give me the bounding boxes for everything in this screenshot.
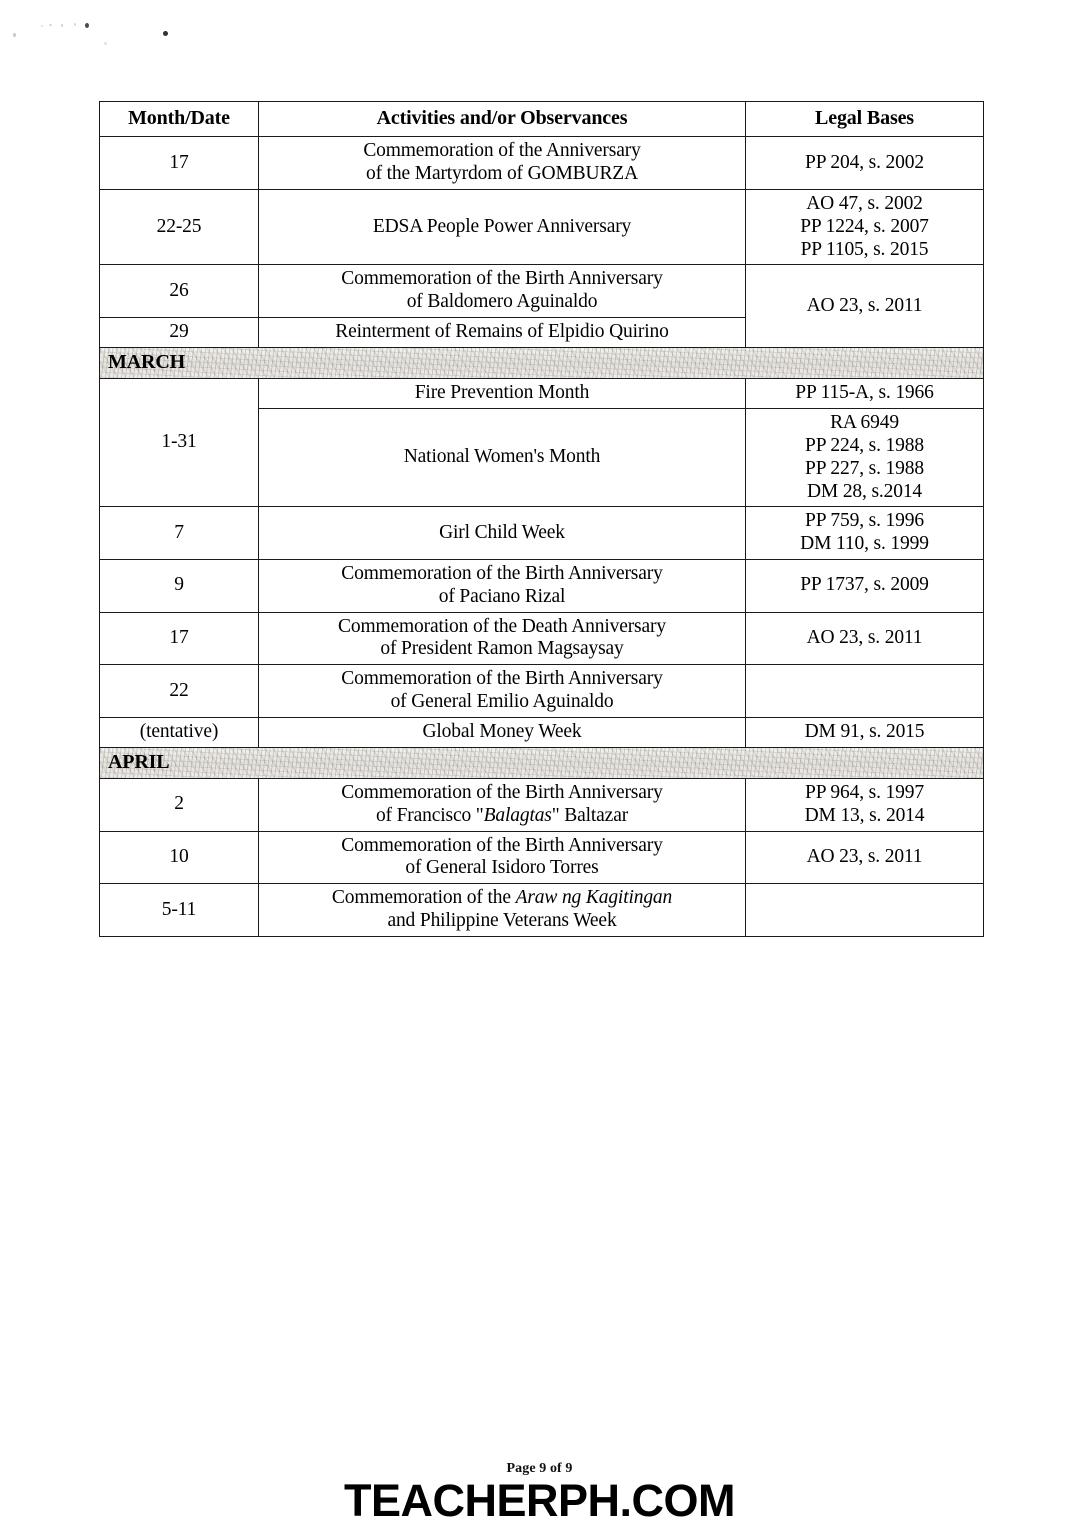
table-header: [100, 102, 984, 137]
watermark-text: TEACHERPH.COM: [343, 1475, 735, 1526]
cell-month-date: 22-25: [100, 190, 259, 265]
cell-activity: [259, 137, 746, 190]
month-label: MARCH: [108, 350, 186, 373]
cell-activity: [259, 779, 746, 832]
table-body: [100, 137, 984, 937]
legal-line: PP 227, s. 1988: [805, 457, 924, 479]
cell-legal-basis: DM 91, s. 2015: [746, 717, 984, 747]
legal-line: PP 224, s. 1988: [805, 434, 924, 456]
activity-line-2: of President Ramon Magsaysay: [380, 638, 624, 660]
cell-legal-basis: PP 204, s. 2002: [746, 137, 984, 190]
column-header-activities: Activities and/or Observances: [259, 102, 746, 137]
cell-month-date: 9: [100, 559, 259, 612]
column-header-legal-bases: Legal Bases: [746, 102, 984, 137]
month-label: APRIL: [108, 750, 170, 773]
cell-activity: [259, 265, 746, 318]
activity-line-1: Commemoration of the Araw ng Kagitingan: [331, 887, 673, 909]
activity-line-2: of General Isidoro Torres: [405, 857, 599, 879]
cell-activity: [259, 884, 746, 937]
cell-month-date: 1-31: [100, 379, 259, 507]
activity-line-2: and Philippine Veterans Week: [387, 910, 617, 932]
activity-line-1: Commemoration of the Birth Anniversary: [341, 562, 663, 584]
legal-line: PP 964, s. 1997: [805, 782, 924, 804]
legal-line: PP 1105, s. 2015: [800, 238, 929, 260]
activity-line-1: Commemoration of the Death Anniversary: [338, 615, 666, 637]
scan-speckle-artifacts: [0, 0, 300, 70]
cell-activity: Global Money Week: [259, 717, 746, 747]
legal-line: PP 1224, s. 2007: [800, 215, 929, 237]
cell-month-date: 2: [100, 779, 259, 832]
cell-month-date: 22: [100, 665, 259, 718]
cell-activity: [259, 831, 746, 884]
activity-line-2: of Francisco "Balagtas" Baltazar: [375, 804, 629, 826]
cell-month-date: 5-11: [100, 884, 259, 937]
calendar-table-container: [99, 101, 983, 937]
page-number-text: Page 9 of 9: [506, 1461, 573, 1476]
month-banner-row: [100, 747, 984, 778]
table-row: [100, 665, 984, 718]
cell-activity: [259, 665, 746, 718]
cell-legal-basis: AO 23, s. 2011: [746, 612, 984, 665]
cell-month-date: (tentative): [100, 717, 259, 747]
activity-line-2: of General Emilio Aguinaldo: [390, 691, 614, 713]
cell-legal-basis: [746, 507, 984, 560]
cell-activity: EDSA People Power Anniversary: [259, 190, 746, 265]
table-row: [100, 884, 984, 937]
activity-line-1: Commemoration of the Anniversary: [363, 140, 641, 162]
table-row: [100, 779, 984, 832]
column-header-month-date: Month/Date: [100, 102, 259, 137]
cell-month-banner: [100, 747, 984, 778]
table-row: [100, 612, 984, 665]
legal-line: DM 28, s.2014: [806, 480, 923, 502]
cell-legal-basis: [746, 779, 984, 832]
month-banner-row: [100, 347, 984, 378]
cell-legal-basis: [746, 409, 984, 507]
table-header-row: [100, 102, 984, 137]
cell-activity: Fire Prevention Month: [259, 379, 746, 409]
activity-line-2: of Paciano Rizal: [438, 585, 566, 607]
table-row: [100, 831, 984, 884]
cell-legal-basis: PP 1737, s. 2009: [746, 559, 984, 612]
cell-activity: Girl Child Week: [259, 507, 746, 560]
table-row: [100, 190, 984, 265]
watermark-teacherph: [0, 1475, 1079, 1526]
table-row: [100, 507, 984, 560]
activity-line-2: of the Martyrdom of GOMBURZA: [365, 163, 639, 185]
legal-line: AO 47, s. 2002: [806, 193, 923, 215]
cell-legal-basis: [746, 884, 984, 937]
cell-month-date: 10: [100, 831, 259, 884]
table-row: [100, 559, 984, 612]
activities-observances-table: [99, 101, 984, 937]
cell-legal-basis: PP 115-A, s. 1966: [746, 379, 984, 409]
activity-line-1: Commemoration of the Birth Anniversary: [341, 668, 663, 690]
cell-legal-basis: AO 23, s. 2011: [746, 265, 984, 347]
legal-line: RA 6949: [830, 412, 899, 434]
cell-legal-basis: [746, 665, 984, 718]
table-row: [100, 137, 984, 190]
legal-line: DM 110, s. 1999: [800, 533, 929, 555]
legal-line: PP 759, s. 1996: [805, 510, 924, 532]
activity-line-1: Commemoration of the Birth Anniversary: [341, 834, 663, 856]
cell-activity: National Women's Month: [259, 409, 746, 507]
cell-month-date: 17: [100, 137, 259, 190]
cell-month-date: 26: [100, 265, 259, 318]
cell-month-banner: [100, 347, 984, 378]
table-row: [100, 717, 984, 747]
table-row: [100, 265, 984, 318]
legal-line: DM 13, s. 2014: [804, 804, 925, 826]
cell-activity: [259, 559, 746, 612]
cell-month-date: 29: [100, 318, 259, 348]
activity-line-1: Commemoration of the Birth Anniversary: [341, 268, 663, 290]
cell-activity: [259, 612, 746, 665]
activity-line-1: Commemoration of the Birth Anniversary: [341, 782, 663, 804]
activity-line-2: of Baldomero Aguinaldo: [406, 291, 598, 313]
cell-activity: Reinterment of Remains of Elpidio Quirino: [259, 318, 746, 348]
cell-legal-basis: [746, 190, 984, 265]
cell-legal-basis: AO 23, s. 2011: [746, 831, 984, 884]
cell-month-date: 17: [100, 612, 259, 665]
cell-month-date: 7: [100, 507, 259, 560]
table-row: [100, 379, 984, 409]
